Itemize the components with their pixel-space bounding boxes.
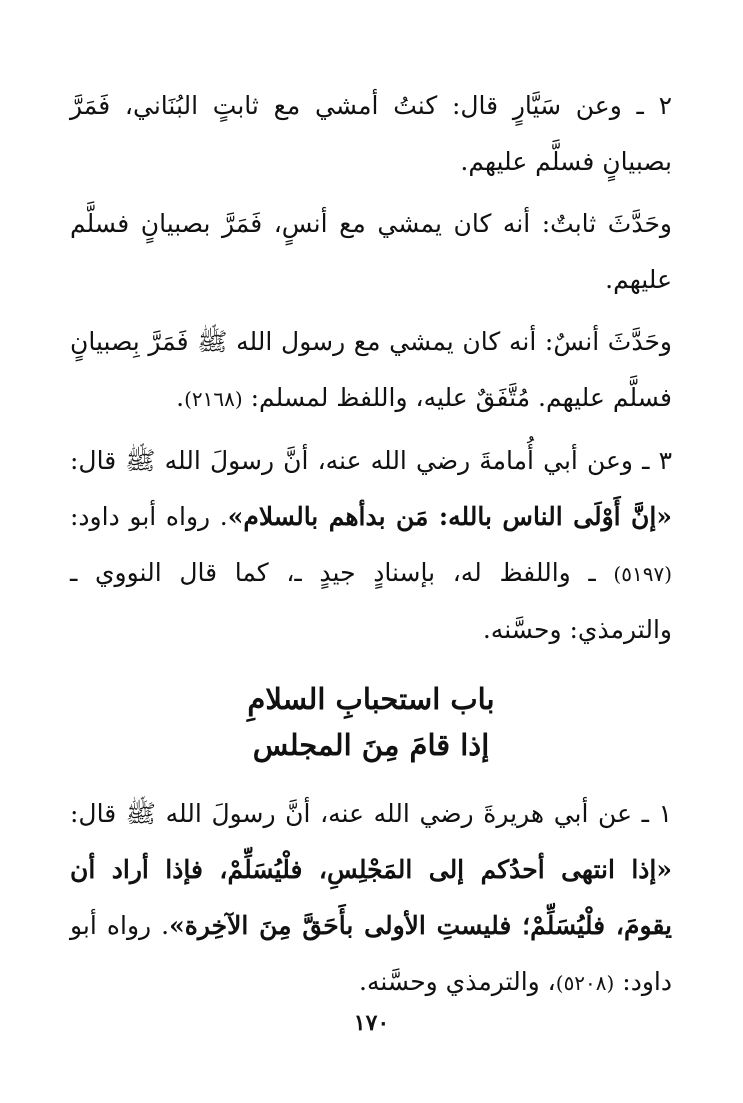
hadith-3-end: ـ واللفظ له، بإسنادٍ جيدٍ ـ، كما قال النووي ـ والترمذي: وحسَّنه.: [70, 558, 672, 644]
abu-dawud-reference-5197: (٥١٩٧): [613, 562, 672, 586]
anas-narration-paragraph: [70, 314, 672, 427]
hadith-1-source: . رواه أبو داود:: [70, 911, 672, 996]
thabit-narration-paragraph: [70, 196, 672, 308]
hadith-3-paragraph: [70, 433, 672, 658]
muslim-reference-number: (٢١٦٨): [184, 387, 243, 411]
hadith-1-paragraph: [70, 786, 672, 1011]
hadith-3-quote: «إنَّ أَوْلَى الناس بالله: مَن بدأهم بالسلام»: [227, 502, 672, 531]
hadith-3-intro: ٣ ـ وعن أبي أُمامةَ رضي الله عنه، أنَّ رسولَ الله ﷺ قال:: [70, 446, 672, 475]
anas-narration-text: وحَدَّثَ أنسٌ: أنه كان يمشي مع رسول الله ﷺ فَمَرَّ بِصبيانٍ فسلَّم عليهم. مُتَّفَقٌ عليه، واللفظ لمسلم:: [70, 327, 672, 412]
hadith-1-end: ، والترمذي وحسَّنه.: [359, 967, 556, 996]
chapter-heading: [70, 676, 672, 768]
hadith-1-quote: «إذا انتهى أحدُكم إلى المَجْلِسِ، فلْيُسَلِّمْ، فإذا أراد أن يقومَ، فلْيُسَلِّمْ؛ فليستِ الأولى بأَحَقَّ مِنَ الآخِرة»: [70, 855, 672, 940]
chapter-heading-line-2: إذا قامَ مِنَ المجلس: [252, 728, 490, 762]
anas-narration-end: .: [176, 383, 185, 412]
chapter-heading-line-1: باب استحبابِ السلامِ: [247, 682, 495, 716]
hadith-2-text: ٢ ـ وعن سَيَّارٍ قال: كنتُ أمشي مع ثابتٍ البُنَاني، فَمَرَّ بصبيانٍ فسلَّم عليهم.: [70, 91, 672, 176]
thabit-narration-text: وحَدَّثَ ثابتٌ: أنه كان يمشي مع أنسٍ، فَمَرَّ بصبيانٍ فسلَّم عليهم.: [70, 209, 672, 294]
hadith-1-intro: ١ ـ عن أبي هريرةَ رضي الله عنه، أنَّ رسولَ الله ﷺ قال:: [70, 799, 672, 828]
hadith-3-source: . رواه أبو داود:: [70, 502, 228, 531]
hadith-2-paragraph: [70, 78, 672, 190]
page-body: [70, 78, 672, 1017]
page-number: ١٧٠: [353, 1010, 390, 1036]
abu-dawud-reference-5208: (٥٢٠٨): [555, 971, 615, 995]
